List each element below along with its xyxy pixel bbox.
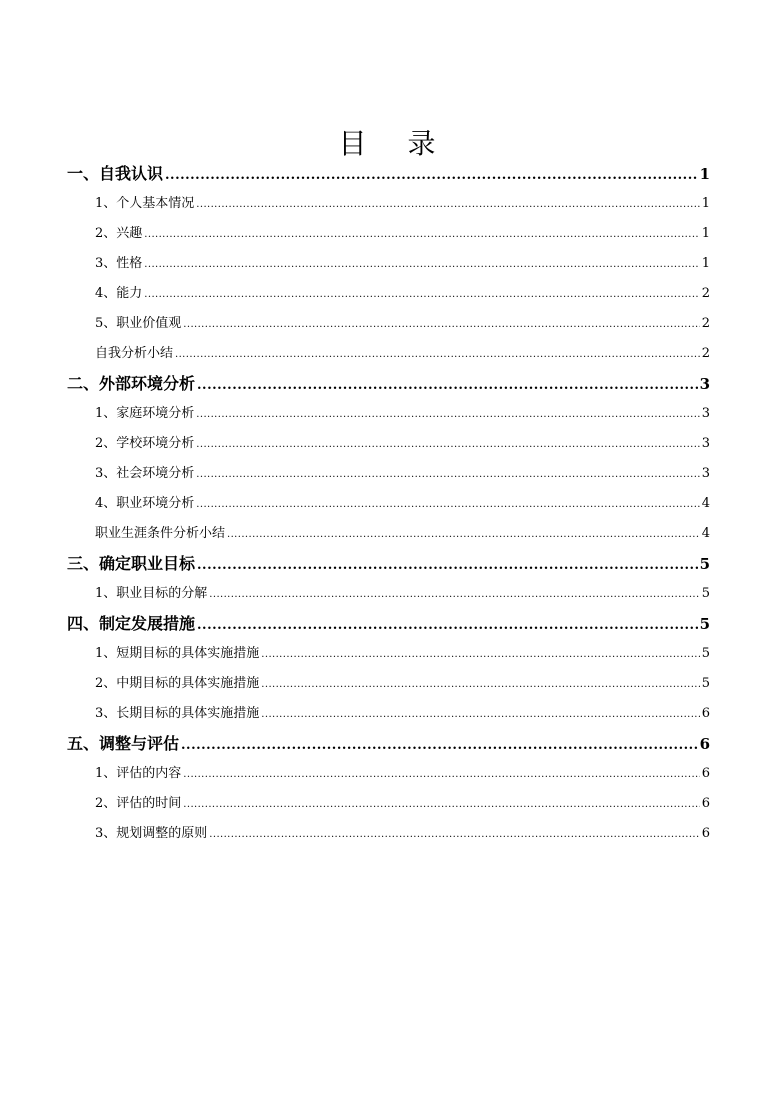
toc-page-number: 1 xyxy=(701,226,710,241)
dot-leader xyxy=(227,520,700,550)
toc-page-number: 6 xyxy=(701,826,710,841)
toc-section-label: 三、确定职业目标 xyxy=(67,554,196,573)
toc-section-5[interactable] xyxy=(67,729,710,759)
toc-page-number: 1 xyxy=(699,165,710,183)
toc-page-number: 3 xyxy=(699,375,710,393)
dot-leader xyxy=(183,310,699,340)
toc-entry-label: 2、中期目标的具体实施措施 xyxy=(95,676,260,691)
dot-leader xyxy=(175,340,700,370)
toc-entry-label: 5、职业价值观 xyxy=(95,316,182,331)
toc-entry-label: 1、短期目标的具体实施措施 xyxy=(95,646,260,661)
toc-entry[interactable] xyxy=(67,519,710,549)
toc-entry[interactable] xyxy=(67,219,710,249)
dot-leader xyxy=(196,460,699,490)
dot-leader xyxy=(261,640,699,670)
toc-page-number: 3 xyxy=(701,436,710,451)
toc-page-number: 3 xyxy=(701,466,710,481)
toc-entry[interactable] xyxy=(67,189,710,219)
dot-leader xyxy=(144,220,699,250)
toc-entry[interactable] xyxy=(67,789,710,819)
table-of-contents xyxy=(67,159,710,849)
toc-entry-label: 3、长期目标的具体实施措施 xyxy=(95,706,260,721)
toc-page-number: 2 xyxy=(701,316,710,331)
toc-page-number: 6 xyxy=(701,766,710,781)
toc-section-2[interactable] xyxy=(67,369,710,399)
toc-section-label: 四、制定发展措施 xyxy=(67,614,196,633)
dot-leader xyxy=(196,490,699,520)
toc-page-number: 2 xyxy=(701,346,710,361)
toc-page-number: 4 xyxy=(701,526,710,541)
toc-page-number: 6 xyxy=(699,735,710,753)
toc-entry[interactable] xyxy=(67,489,710,519)
dot-leader xyxy=(196,430,699,460)
toc-entry-label: 3、性格 xyxy=(95,256,143,271)
toc-page-number: 4 xyxy=(701,496,710,511)
toc-entry[interactable] xyxy=(67,669,710,699)
page-title: 目 录 xyxy=(338,127,452,160)
toc-page-number: 5 xyxy=(701,646,710,661)
toc-entry-label: 3、规划调整的原则 xyxy=(95,826,208,841)
dot-leader xyxy=(183,790,699,820)
toc-section-label: 二、外部环境分析 xyxy=(67,374,196,393)
toc-page-number: 5 xyxy=(699,615,710,633)
toc-entry[interactable] xyxy=(67,579,710,609)
dot-leader xyxy=(197,611,698,641)
toc-entry-label: 1、个人基本情况 xyxy=(95,196,195,211)
toc-section-4[interactable] xyxy=(67,609,710,639)
toc-entry[interactable] xyxy=(67,309,710,339)
dot-leader xyxy=(144,280,699,310)
dot-leader xyxy=(261,670,699,700)
toc-entry-label: 3、社会环境分析 xyxy=(95,466,195,481)
dot-leader xyxy=(209,820,699,850)
dot-leader xyxy=(144,250,699,280)
toc-entry[interactable] xyxy=(67,819,710,849)
toc-entry[interactable] xyxy=(67,699,710,729)
dot-leader xyxy=(196,190,699,220)
toc-entry-label: 职业生涯条件分析小结 xyxy=(95,526,226,541)
dot-leader xyxy=(196,400,699,430)
toc-entry[interactable] xyxy=(67,279,710,309)
toc-entry-label: 2、兴趣 xyxy=(95,226,143,241)
dot-leader xyxy=(165,161,698,191)
toc-section-label: 五、调整与评估 xyxy=(67,734,180,753)
toc-entry-label: 4、能力 xyxy=(95,286,143,301)
toc-page-number: 5 xyxy=(699,555,710,573)
toc-entry[interactable] xyxy=(67,429,710,459)
toc-section-3[interactable] xyxy=(67,549,710,579)
dot-leader xyxy=(261,700,699,730)
toc-entry[interactable] xyxy=(67,759,710,789)
toc-entry[interactable] xyxy=(67,639,710,669)
toc-entry-label: 2、评估的时间 xyxy=(95,796,182,811)
toc-entry-label: 2、学校环境分析 xyxy=(95,436,195,451)
toc-page-number: 1 xyxy=(701,196,710,211)
dot-leader xyxy=(183,760,699,790)
dot-leader xyxy=(209,580,699,610)
toc-entry-label: 1、家庭环境分析 xyxy=(95,406,195,421)
toc-page-number: 2 xyxy=(701,286,710,301)
toc-page-number: 6 xyxy=(701,706,710,721)
toc-entry-label: 1、评估的内容 xyxy=(95,766,182,781)
toc-page-number: 5 xyxy=(701,586,710,601)
toc-page-number: 1 xyxy=(701,256,710,271)
toc-page-number: 3 xyxy=(701,406,710,421)
toc-entry[interactable] xyxy=(67,249,710,279)
toc-entry-label: 自我分析小结 xyxy=(95,346,174,361)
toc-section-1[interactable] xyxy=(67,159,710,189)
toc-entry-label: 1、职业目标的分解 xyxy=(95,586,208,601)
toc-entry-label: 4、职业环境分析 xyxy=(95,496,195,511)
toc-page-number: 6 xyxy=(701,796,710,811)
toc-entry[interactable] xyxy=(67,459,710,489)
toc-page-number: 5 xyxy=(701,676,710,691)
dot-leader xyxy=(197,551,698,581)
toc-entry[interactable] xyxy=(67,339,710,369)
toc-entry[interactable] xyxy=(67,399,710,429)
toc-section-label: 一、自我认识 xyxy=(67,164,164,183)
dot-leader xyxy=(197,371,698,401)
dot-leader xyxy=(181,731,698,761)
